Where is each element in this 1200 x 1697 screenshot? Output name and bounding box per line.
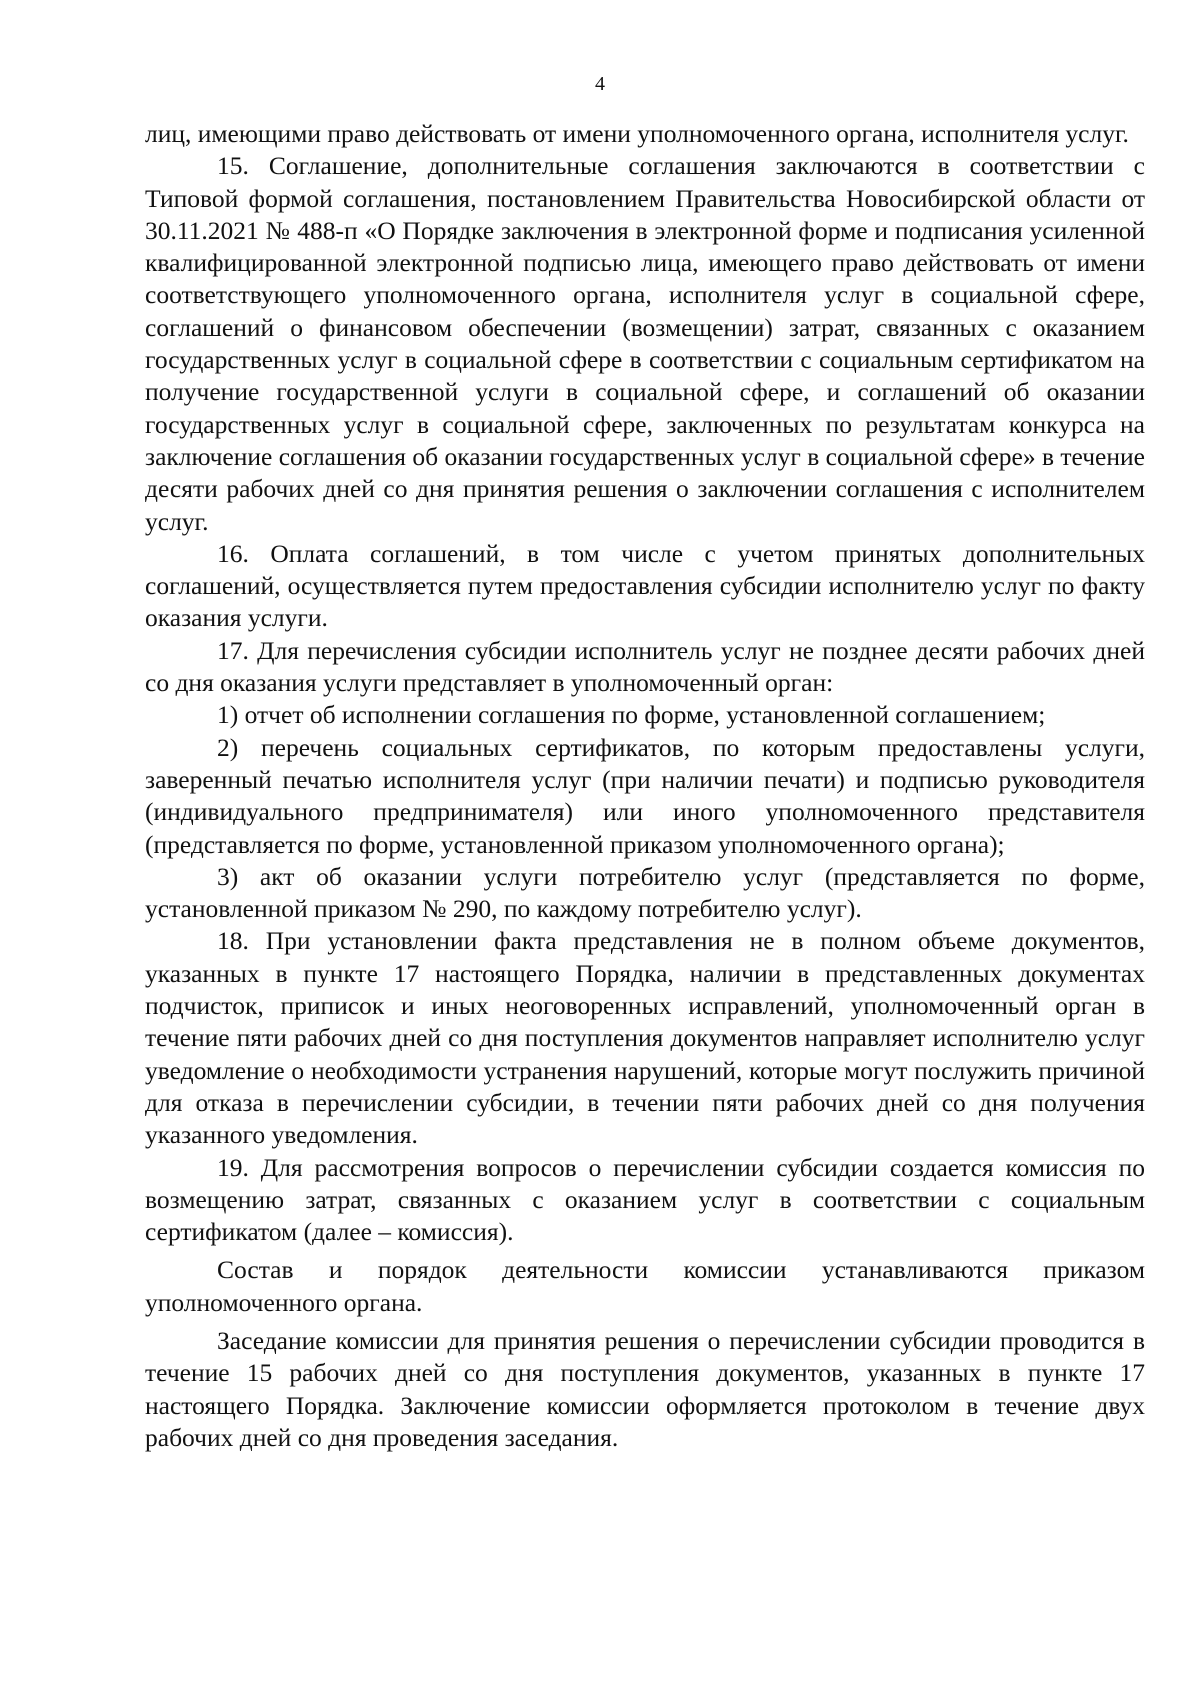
paragraph-17: 17. Для перечисления субсидии исполнитель услуг не позднее десяти рабочих дней со дня оказания услуги представляет в уполномоченный орган: [145,635,1145,698]
document-body [145,118,1145,1454]
paragraph-17-item-1: 1) отчет об исполнении соглашения по форме, установленной соглашением; [217,700,1046,730]
paragraph-18: 18. При установлении факта представления не в полном объеме документов, указанных в пункте 17 настоящего Порядка, наличии в представленных документах подчисток, приписок и иных неоговоренных исправлений, уполномоченный орган в течение пяти рабочих дней со дня поступления документов направляет исполнителю услуг уведомление о необходимости устранения нарушений, которые могут послужить причиной для отказа в перечислении субсидии, в течении пяти рабочих дней со дня получения указанного уведомления. [145,926,1145,1150]
paragraph-19: 19. Для рассмотрения вопросов о перечислении субсидии создается комиссия по возмещению затрат, связанных с оказанием услуг в соответствии с социальным сертификатом (далее – комиссия). [145,1152,1145,1247]
paragraph-continuation: лиц, имеющими право действовать от имени уполномоченного органа, исполнителя услуг. [145,119,1129,148]
paragraph-commission-composition: Состав и порядок деятельности комиссии устанавливаются приказом уполномоченного органа. [145,1255,1145,1317]
paragraph-15: 15. Соглашение, дополнительные соглашения заключаются в соответствии с Типовой формой соглашения, постановлением Правительства Новосибирской области от 30.11.2021 № 488-п «О Порядке заключения в электронной форме и подписания усиленной квалифицированной электронной подписью лица, имеющего право действовать от имени соответствующего уполномоченного органа, исполнителя услуг в социальной сфере, соглашений о финансовом обеспечении (возмещении) затрат, связанных с оказанием государственных услуг в социальной сфере в соответствии с социальным сертификатом на получение государственной услуги в социальной сфере, и соглашений об оказании государственных услуг в социальной сфере, заключенных по результатам конкурса на заключение соглашения об оказании государственных услуг в социальной сфере» в течение десяти рабочих дней со дня принятия решения о заключении соглашения с исполнителем услуг. [145,151,1145,536]
paragraph-17-item-3: 3) акт об оказании услуги потребителю услуг (представляется по форме, установленной приказом № 290, по каждому потребителю услуг). [145,861,1145,924]
paragraph-commission-meeting: Заседание комиссии для принятия решения о перечислении субсидии проводится в течение 15 рабочих дней со дня поступления документов, указанных в пункте 17 настоящего Порядка. Заключение комиссии оформляется протоколом в течение двух рабочих дней со дня проведения заседания. [145,1325,1145,1452]
page-number: 4 [595,73,605,95]
paragraph-17-item-2: 2) перечень социальных сертификатов, по которым предоставлены услуги, заверенный печатью исполнителя услуг (при наличии печати) и подписью руководителя (индивидуального предпринимателя) или иного уполномоченного представителя (представляется по форме, установленной приказом уполномоченного органа); [145,732,1145,859]
paragraph-16: 16. Оплата соглашений, в том числе с учетом принятых дополнительных соглашений, осуществляется путем предоставления субсидии исполнителю услуг по факту оказания услуги. [145,538,1145,633]
